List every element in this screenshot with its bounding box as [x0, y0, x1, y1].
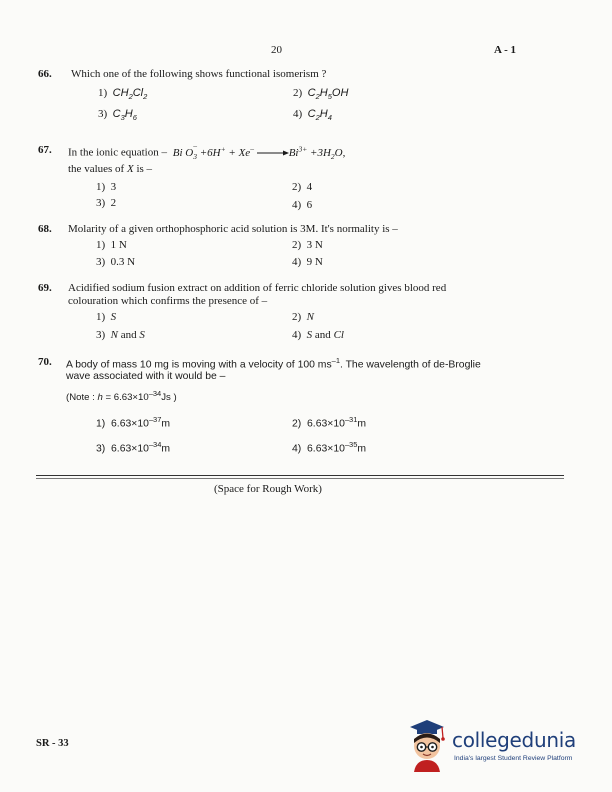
option-1[interactable]: 1) $6.63\times 10^{-37}m$: [96, 415, 171, 430]
option-3[interactable]: [96, 197, 116, 209]
option-2[interactable]: [293, 87, 348, 101]
option-value: 4: [306, 181, 313, 193]
option-number: 1): [96, 418, 106, 430]
option-number: 3): [96, 256, 106, 268]
option-3[interactable]: 3) N and S: [96, 329, 145, 341]
option-3[interactable]: 3) $6.63\times 10^{-34}m$: [96, 440, 171, 455]
option-number: 2): [292, 181, 302, 193]
set-code: A - 1: [494, 44, 516, 56]
option-value: 2: [110, 197, 117, 209]
formula: $C_3H_6$: [112, 108, 137, 123]
formula: $C_2H_5OH$: [307, 87, 349, 102]
formula: $C_2H_4$: [307, 108, 332, 123]
option-number: 4): [292, 256, 302, 268]
option-number: 4): [292, 199, 302, 211]
question-text: A body of mass 10 mg is moving with a velocity of 100 $ms^{-1}$. The wavelength of de-Broglie: [66, 356, 481, 371]
option-2[interactable]: 2) $6.63\times 10^{-31}m$: [292, 415, 367, 430]
option-2[interactable]: [292, 181, 312, 193]
brand-logo: [404, 714, 594, 776]
option-value: S: [110, 311, 117, 323]
question-text: In the ionic equation – Bi $O_3$ – +6H+ + Xe– $Bi^{3+} +3H_2O$,: [68, 140, 346, 161]
question-text: Molarity of a given orthophosphoric acid solution is 3M. It's normality is –: [68, 223, 398, 235]
option-number: 2): [292, 418, 302, 430]
option-4[interactable]: [292, 199, 312, 211]
formula: $CH_2Cl_2$: [112, 87, 148, 102]
option-number: 1): [96, 181, 106, 193]
option-number: 1): [96, 239, 106, 251]
option-number: 3): [96, 443, 106, 455]
option-2[interactable]: [292, 239, 323, 251]
option-number: 2): [292, 311, 302, 323]
question-text-line-2: colouration which confirms the presence of –: [68, 295, 268, 307]
divider: [36, 478, 564, 479]
option-number: 4): [293, 108, 303, 120]
option-4[interactable]: [293, 108, 332, 122]
reaction-arrow-icon: [257, 149, 289, 157]
note: (Note : $h = 6.63\times 10^{-34}Js$ ): [66, 389, 177, 404]
option-number: 1): [96, 311, 106, 323]
option-number: 2): [293, 87, 303, 99]
option-value: 6: [306, 199, 313, 211]
question-number: 67.: [38, 144, 52, 156]
option-4[interactable]: 4) S and Cl: [292, 329, 344, 341]
option-value: 3 N: [306, 239, 323, 251]
question-text: Which one of the following shows functional isomerism ?: [71, 68, 327, 80]
option-number: 3): [96, 329, 106, 341]
question-number: 68.: [38, 223, 52, 235]
question-number: 69.: [38, 282, 52, 294]
option-2[interactable]: [292, 311, 314, 323]
option-value: N: [306, 311, 315, 323]
brand-tagline: India's largest Student Review Platform: [454, 755, 573, 762]
brand-name: collegedunia: [452, 728, 576, 752]
option-1[interactable]: [96, 311, 116, 323]
option-value: 3: [110, 181, 117, 193]
question-number: 66.: [38, 68, 52, 80]
question-number: 70.: [38, 356, 52, 368]
question-text: Acidified sodium fusion extract on addition of ferric chloride solution gives blood red: [68, 282, 447, 294]
option-4[interactable]: [292, 256, 323, 268]
option-number: 1): [98, 87, 108, 99]
question-text-line-2: the values of X is –: [68, 163, 153, 175]
option-value: 9 N: [306, 256, 323, 268]
option-3[interactable]: [98, 108, 137, 122]
option-1[interactable]: [96, 181, 116, 193]
option-number: 4): [292, 329, 302, 341]
question-text-line-2: wave associated with it would be –: [66, 371, 226, 382]
option-1[interactable]: [96, 239, 127, 251]
option-number: 3): [98, 108, 108, 120]
option-value: 1 N: [110, 239, 127, 251]
option-1[interactable]: [98, 87, 147, 101]
divider: [36, 475, 564, 476]
option-number: 4): [292, 443, 302, 455]
option-value: 0.3 N: [110, 256, 136, 268]
ionic-equation: Bi $O_3$ – +6H+ + Xe–: [172, 140, 254, 161]
mascot-icon: [404, 716, 450, 772]
option-number: 3): [96, 197, 106, 209]
option-4[interactable]: 4) $6.63\times 10^{-35}m$: [292, 440, 367, 455]
page-number: 20: [271, 44, 282, 56]
paper-code: SR - 33: [36, 738, 69, 749]
option-3[interactable]: [96, 256, 135, 268]
rough-work-label: (Space for Rough Work): [214, 483, 322, 495]
option-number: 2): [292, 239, 302, 251]
